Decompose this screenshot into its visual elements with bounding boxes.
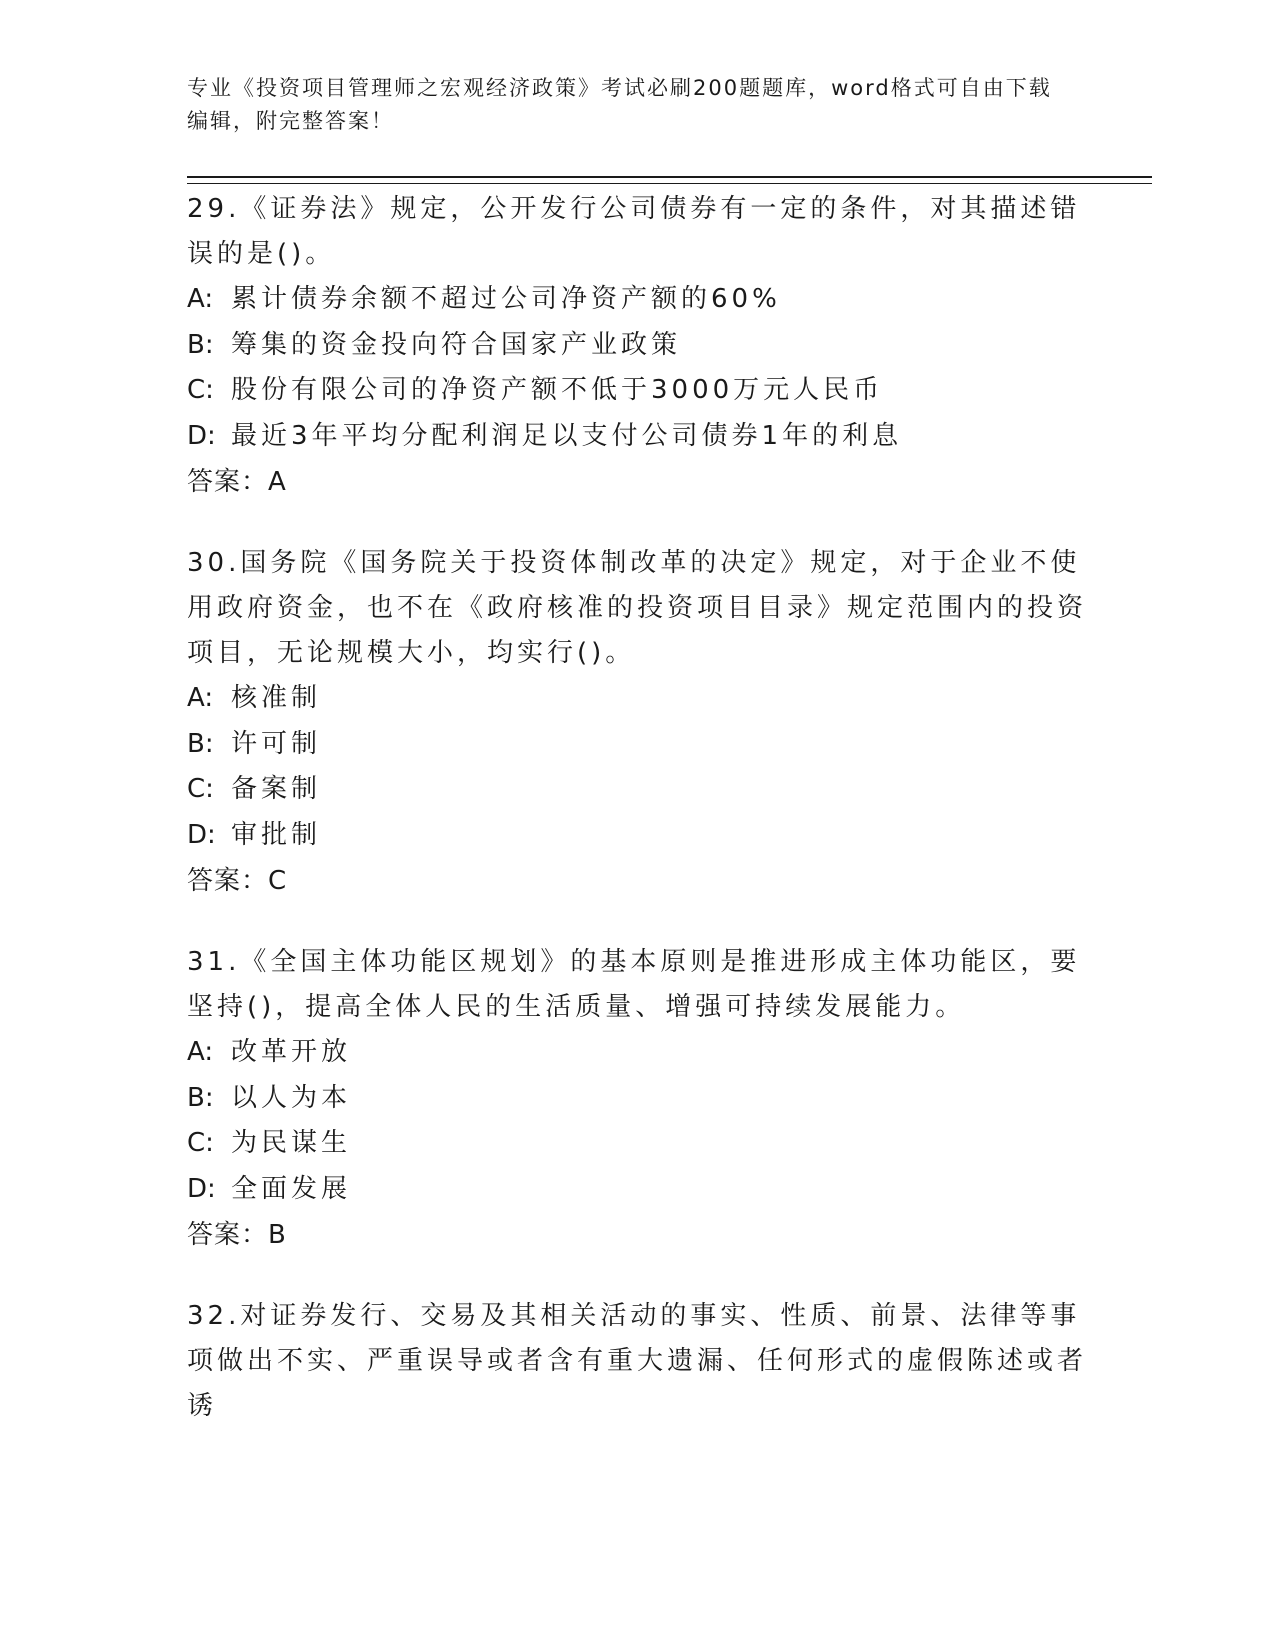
question-29 (187, 187, 1087, 505)
option-letter: C: (187, 1128, 214, 1158)
option-b (187, 323, 1087, 369)
option-text: 最近3年平均分配利润足以支付公司债券1年的利息 (231, 420, 903, 451)
option-text: 全面发展 (231, 1173, 352, 1204)
option-d (187, 1167, 1087, 1213)
answer-line (187, 459, 1087, 505)
answer-label: 答案： (187, 1220, 269, 1250)
option-a (187, 277, 1087, 323)
question-text: 30.国务院《国务院关于投资体制改革的决定》规定，对于企业不使用政府资金，也不在《政府核准的投资项目目录》规定范围内的投资项目，无论规模大小，均实行()。 (187, 548, 1088, 668)
option-letter: D: (187, 819, 216, 850)
answer-value: A (268, 467, 287, 497)
option-letter: C: (187, 774, 214, 804)
header-divider (187, 176, 1152, 184)
option-text: 核准制 (231, 683, 322, 713)
answer-line (187, 858, 1087, 904)
option-d (187, 414, 1087, 460)
document-header: 专业《投资项目管理师之宏观经济政策》考试必刷200题题库，word格式可自由下载编辑，附完整答案！ (187, 76, 1052, 133)
option-a (187, 676, 1087, 722)
question-text: 31.《全国主体功能区规划》的基本原则是推进形成主体功能区，要坚持()，提高全体人民的生活质量、增强可持续发展能力。 (187, 947, 1081, 1022)
option-b (187, 722, 1087, 768)
answer-label: 答案： (187, 866, 269, 896)
option-text: 筹集的资金投向符合国家产业政策 (231, 329, 682, 360)
question-32 (187, 1294, 1087, 1429)
answer-line (187, 1212, 1087, 1258)
option-letter: B: (187, 1082, 214, 1113)
option-text: 以人为本 (231, 1082, 352, 1113)
option-c (187, 368, 1087, 414)
option-letter: A: (187, 284, 214, 314)
option-text: 为民谋生 (231, 1128, 352, 1158)
option-text: 改革开放 (231, 1037, 352, 1067)
option-text: 股份有限公司的净资产额不低于3000万元人民币 (231, 375, 884, 405)
option-letter: D: (187, 1173, 216, 1204)
option-text: 审批制 (231, 819, 322, 850)
option-letter: A: (187, 1037, 214, 1067)
question-text: 29.《证券法》规定，公开发行公司债券有一定的条件，对其描述错误的是()。 (187, 194, 1081, 269)
question-30 (187, 541, 1087, 904)
option-letter: B: (187, 329, 214, 360)
option-text: 许可制 (231, 728, 322, 759)
option-letter: B: (187, 728, 214, 759)
option-c (187, 767, 1087, 813)
answer-value: C (268, 866, 288, 896)
option-letter: A: (187, 683, 214, 713)
question-list (187, 187, 1087, 1465)
question-text: 32.对证券发行、交易及其相关活动的事实、性质、前景、法律等事项做出不实、严重误导或者含有重大遗漏、任何形式的虚假陈述或者诱 (187, 1301, 1088, 1421)
option-c (187, 1121, 1087, 1167)
option-text: 累计债券余额不超过公司净资产额的60% (231, 284, 781, 314)
option-text: 备案制 (231, 774, 322, 804)
option-letter: D: (187, 420, 216, 451)
option-a (187, 1030, 1087, 1076)
question-31 (187, 940, 1087, 1258)
answer-label: 答案： (187, 467, 269, 497)
option-d (187, 813, 1087, 859)
option-letter: C: (187, 375, 214, 405)
answer-value: B (268, 1220, 287, 1250)
option-b (187, 1076, 1087, 1122)
